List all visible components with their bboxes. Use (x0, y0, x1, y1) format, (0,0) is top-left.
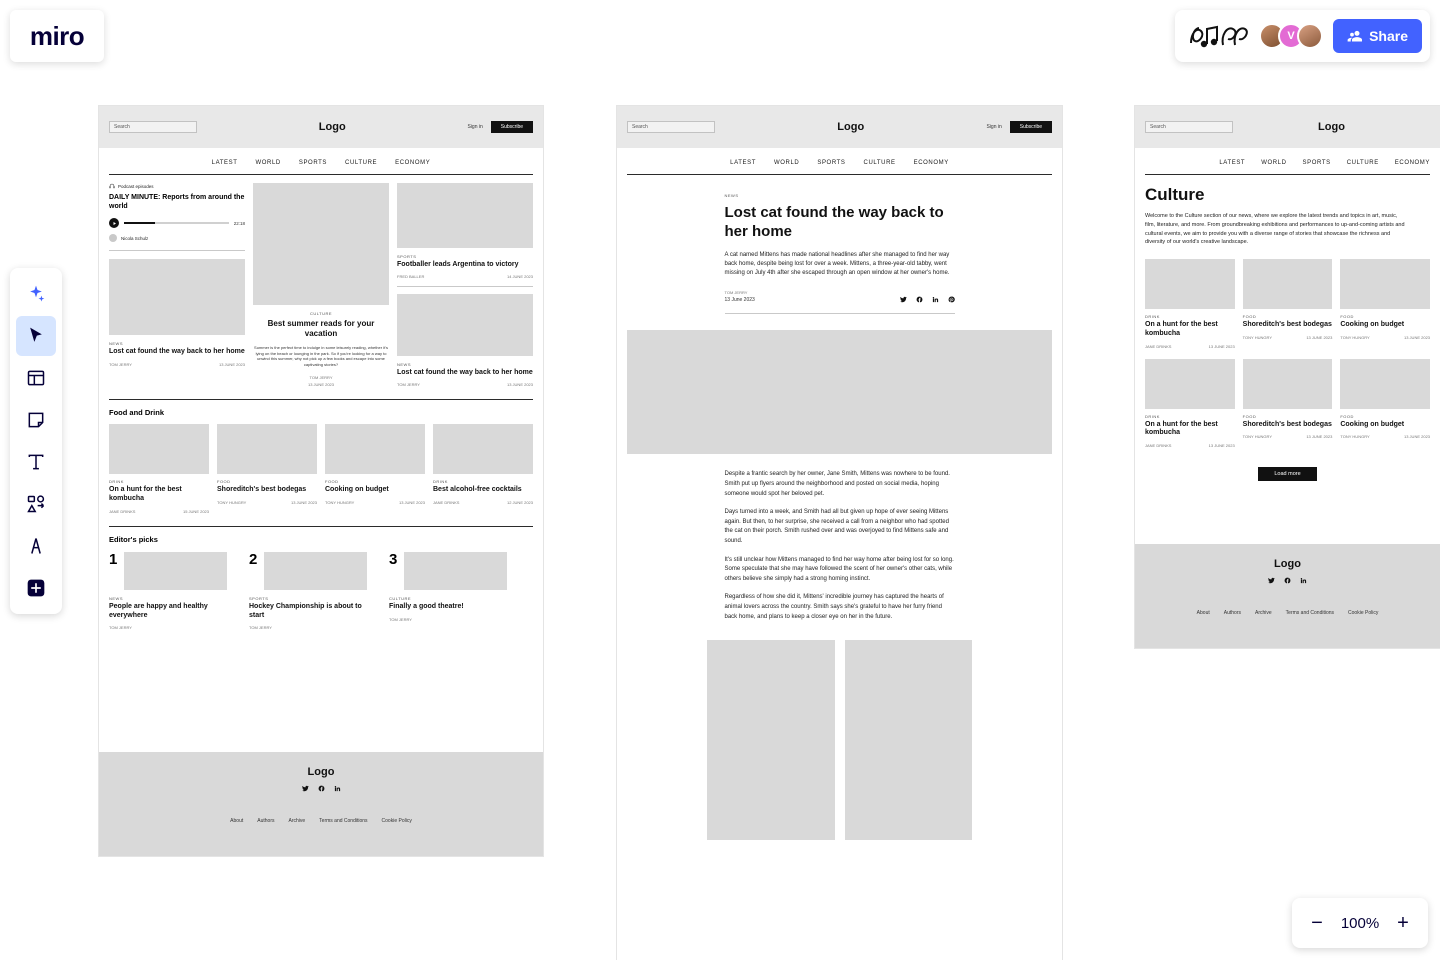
collaborator-avatars[interactable] (1259, 23, 1323, 49)
site-footer (99, 752, 543, 856)
story-author: FRED BALLER (397, 273, 425, 279)
text-icon (26, 452, 46, 472)
site-logo[interactable]: Logo (1318, 121, 1345, 133)
search-input[interactable] (109, 121, 197, 133)
list-item[interactable] (389, 552, 507, 631)
text-button[interactable] (16, 442, 56, 482)
card-title[interactable]: Shoreditch's best bodegas (217, 486, 307, 494)
footer-link[interactable]: Terms and Conditions (1285, 610, 1335, 616)
nav-item[interactable]: ECONOMY (395, 160, 431, 166)
pick-title[interactable]: Hockey Championship is about to start (249, 602, 362, 619)
zoom-level[interactable]: 100% (1340, 914, 1380, 932)
pick-author: TOM JERRY (109, 625, 132, 631)
footer-links[interactable] (1135, 610, 1440, 616)
pick-rank: 3 (389, 550, 398, 568)
pick-title[interactable]: Finally a good theatre! (389, 602, 464, 610)
card-author: JANE DRINKS (1145, 343, 1172, 349)
card-date: 13 JUNE 2023 (1208, 343, 1235, 349)
nav-item[interactable]: LATEST (730, 160, 756, 166)
story-image (397, 183, 533, 248)
podcast-player[interactable] (109, 218, 245, 228)
article-date: 13 June 2023 (724, 297, 755, 304)
site-footer (1135, 544, 1440, 648)
list-item[interactable] (433, 424, 533, 514)
nav-item[interactable]: LATEST (211, 160, 238, 166)
card-date: 13 JUNE 2023 (1306, 434, 1333, 440)
article-kicker: NEWS (724, 193, 739, 198)
card-author: TONY HUNGRY (1340, 434, 1370, 440)
list-item[interactable] (1243, 259, 1333, 349)
story-author: TOM JERRY (109, 361, 132, 367)
frame-culture[interactable] (1135, 106, 1440, 648)
card-image (217, 424, 317, 474)
pick-image (124, 552, 227, 590)
card-image (1243, 359, 1333, 409)
card-kicker: DRINK (433, 479, 448, 485)
article-share-row[interactable] (900, 296, 955, 303)
card-title[interactable]: Shoreditch's best bodegas (1242, 420, 1332, 428)
nav-item[interactable]: SPORTS (298, 160, 328, 166)
card-title[interactable]: On a hunt for the best kombucha (109, 486, 182, 503)
card-author: TONY HUNGRY (325, 500, 355, 506)
zoom-control[interactable] (1292, 898, 1428, 948)
list-item[interactable] (1340, 259, 1430, 349)
podcast-host (109, 234, 245, 242)
main-nav[interactable] (109, 160, 533, 166)
card-kicker: DRINK (1145, 413, 1160, 419)
pick-image (404, 552, 507, 590)
twitter-icon[interactable] (900, 296, 907, 303)
play-icon[interactable] (109, 218, 119, 228)
card-date: 15 JUNE 2023 (182, 508, 209, 514)
list-item[interactable] (249, 552, 367, 631)
frame-icon (26, 368, 46, 388)
select-tool-button[interactable] (16, 316, 56, 356)
article-standfirst: A cat named Mittens has made national headlines after she managed to find her way back home, despite being lost for over a week. Mittens, a three-year-old tabby, went missing on July 4th after she escaped through an open window at her owner's home. (724, 251, 950, 277)
card-image (1340, 259, 1430, 309)
story-kicker: SPORTS (397, 254, 417, 259)
card-date: 13 JUNE 2023 (1208, 443, 1235, 449)
story-title[interactable]: Lost cat found the way back to her home (397, 368, 533, 376)
sticky-note-icon (26, 410, 46, 430)
card-kicker: DRINK (1145, 314, 1160, 320)
avatar (109, 234, 117, 242)
nav-item[interactable]: WORLD (774, 160, 800, 166)
card-title[interactable]: Cooking on budget (1340, 420, 1405, 428)
card-title[interactable]: Cooking on budget (1340, 321, 1405, 329)
people-icon (1347, 29, 1362, 44)
story-image (397, 294, 533, 356)
footer-link[interactable]: Authors (257, 818, 275, 824)
story-title[interactable]: Lost cat found the way back to her home (109, 348, 245, 356)
avatar[interactable] (1297, 23, 1323, 49)
facebook-icon[interactable] (1284, 577, 1291, 584)
list-item[interactable] (1243, 359, 1333, 449)
hero-column-left (109, 183, 245, 387)
top-right-bar (1175, 10, 1430, 62)
nav-item[interactable]: ECONOMY (913, 160, 949, 166)
card-date: 13 JUNE 2023 (1404, 334, 1431, 340)
section-title-editors: Editor's picks (109, 534, 158, 544)
podcast-progress[interactable] (124, 222, 229, 224)
card-image (325, 424, 425, 474)
card-kicker: FOOD (1340, 413, 1354, 419)
card-author: TONY HUNGRY (217, 500, 247, 506)
card-title[interactable]: On a hunt for the best kombucha (1145, 321, 1218, 337)
card-date: 13 JUNE 2023 (290, 500, 317, 506)
footer-link[interactable]: Cookie Policy (1348, 610, 1379, 616)
footer-link[interactable]: Archive (288, 818, 306, 824)
article-paragraph: Regardless of how she did it, Mittens' incredible journey has captured the hearts of animal lovers across the country. Smith says she's grateful to have her furry friend back home, and plans to keep a closer eye on her in the future. (724, 594, 944, 620)
pick-image (264, 552, 367, 590)
more-apps-button[interactable] (16, 568, 56, 608)
footer-link[interactable]: Archive (1254, 610, 1272, 616)
nav-item[interactable]: WORLD (255, 160, 281, 166)
podcast-host-name: Nicola Schulz (121, 235, 149, 241)
linkedin-icon[interactable] (334, 785, 341, 792)
footer-links[interactable] (99, 818, 543, 824)
article-hero-image (627, 330, 1052, 454)
footer-link[interactable]: Terms and Conditions (319, 818, 368, 824)
footer-link[interactable]: About (1196, 610, 1210, 616)
card-author: JANE DRINKS (433, 500, 460, 506)
load-more-button[interactable]: Load more (1258, 467, 1316, 481)
nav-item[interactable]: CULTURE (1346, 160, 1379, 166)
search-input[interactable] (627, 121, 715, 133)
food-card-grid (109, 424, 533, 514)
article-body (725, 470, 955, 622)
zoom-in-button[interactable]: + (1386, 906, 1420, 940)
site-logo[interactable]: Logo (318, 121, 346, 133)
footer-logo[interactable]: Logo (307, 766, 335, 778)
plus-icon (26, 578, 46, 598)
story-kicker: NEWS (397, 361, 411, 367)
twitter-icon[interactable] (302, 785, 309, 792)
article-paragraph: It's still unclear how Mittens managed to find her way home after being lost for so long. Some speculate that she may have followed the scent of her owner's other cats, while others believe she simply had a strong homing instinct. (724, 556, 954, 582)
story-title[interactable]: Best summer reads for your vacation (267, 319, 375, 338)
article-image (707, 640, 835, 840)
frame-home[interactable] (99, 106, 543, 856)
story-author: TOM JERRY (397, 381, 420, 387)
article-title: Lost cat found the way back to her home (724, 204, 944, 240)
card-author: TONY HUNGRY (1340, 334, 1370, 340)
footer-link[interactable]: About (230, 818, 244, 824)
card-author: JANE DRINKS (1145, 443, 1172, 449)
card-author: JANE DRINKS (109, 508, 136, 514)
card-title[interactable]: Best alcohol-free cocktails (433, 486, 522, 494)
page-title: Culture (1145, 185, 1205, 204)
card-title[interactable]: On a hunt for the best kombucha (1145, 420, 1218, 437)
pen-button[interactable] (16, 526, 56, 566)
share-label: Share (1369, 28, 1408, 44)
card-kicker: FOOD (1242, 413, 1257, 419)
miro-logo[interactable]: miro (10, 10, 104, 62)
pick-kicker: SPORTS (249, 595, 269, 601)
card-author: TONY HUNGRY (1242, 434, 1273, 440)
card-image (109, 424, 209, 474)
cursor-icon (26, 326, 46, 346)
pick-rank: 1 (109, 550, 118, 568)
card-image (433, 424, 533, 474)
list-item[interactable] (1340, 359, 1430, 449)
story-kicker: CULTURE (309, 311, 333, 316)
article-image (845, 640, 973, 840)
card-author: TONY HUNGRY (1242, 334, 1273, 340)
story-date: 13 JUNE 2023 (307, 382, 334, 388)
card-kicker: FOOD (1340, 314, 1354, 320)
pick-kicker: NEWS (109, 595, 123, 601)
pick-kicker: CULTURE (389, 595, 412, 601)
footer-link[interactable]: Authors (1223, 610, 1241, 616)
card-date: 12 JUNE 2023 (506, 500, 533, 506)
story-kicker: NEWS (109, 341, 123, 347)
main-nav[interactable] (627, 160, 1052, 166)
card-date: 13 JUNE 2023 (1306, 334, 1333, 340)
linkedin-icon[interactable] (1300, 577, 1307, 584)
card-image (1145, 259, 1235, 309)
search-placeholder: Search (114, 124, 130, 130)
footer-socials[interactable] (99, 785, 543, 792)
section-intro: Welcome to the Culture section of our news, where we explore the latest trends and topics in art, music, film, literature, and more. From groundbreaking exhibitions and performances to up-and-coming artists and cultural events, we aim to provide you with a diverse range of stories that showcase the richness and diversity of our world's creative landscape. (1145, 213, 1405, 246)
story-summary: Summer is the perfect time to indulge in some leisurely reading, whether it's lying on the beach or lounging in the park. So if you're looking for a way to unwind this summer, why not pick up a few books and escape into some captivating stories? (254, 345, 388, 367)
twitter-icon[interactable] (1268, 577, 1275, 584)
subscribe-button[interactable]: Subscribe (1010, 121, 1052, 133)
card-date: 13 JUNE 2023 (1404, 434, 1431, 440)
shapes-icon (26, 494, 46, 514)
pick-rank: 2 (249, 550, 258, 568)
subscribe-button[interactable]: Subscribe (491, 121, 533, 133)
story-date: 13 JUNE 2023 (506, 381, 533, 387)
sparkle-icon (26, 284, 46, 304)
site-header (99, 106, 543, 148)
signin-link[interactable]: Sign in (467, 124, 483, 130)
card-kicker: FOOD (217, 479, 231, 485)
hero-column-center (253, 183, 389, 387)
story-author: TOM JERRY (309, 375, 333, 381)
share-button[interactable] (1333, 19, 1422, 53)
search-placeholder: Search (1150, 124, 1166, 130)
story-title[interactable]: Footballer leads Argentina to victory (397, 261, 519, 268)
story-image (109, 259, 245, 335)
list-item[interactable] (325, 424, 425, 514)
article-author: TOM JERRY (724, 290, 748, 296)
footer-socials[interactable] (1135, 577, 1440, 584)
story-image (253, 183, 389, 305)
card-image (1243, 259, 1333, 309)
nav-item[interactable]: CULTURE (345, 160, 378, 166)
pen-icon (26, 536, 46, 556)
reactions-scribble-icon[interactable] (1187, 23, 1249, 49)
nav-item[interactable]: LATEST (1219, 160, 1246, 166)
site-logo[interactable]: Logo (837, 121, 865, 133)
list-item[interactable] (109, 552, 227, 631)
card-kicker: FOOD (1242, 314, 1257, 320)
sticky-note-button[interactable] (16, 400, 56, 440)
search-placeholder: Search (632, 124, 648, 130)
story-date: 14 JUNE 2023 (506, 273, 533, 279)
nav-item[interactable]: SPORTS (1302, 160, 1331, 166)
podcast-title[interactable]: DAILY MINUTE: Reports from around the world (109, 194, 245, 211)
site-header (1135, 106, 1440, 148)
pinterest-icon[interactable] (948, 296, 955, 303)
linkedin-icon[interactable] (932, 296, 939, 303)
left-toolbar[interactable] (10, 268, 62, 614)
card-image (1340, 359, 1430, 409)
section-title-food: Food and Drink (109, 408, 164, 418)
nav-item[interactable]: CULTURE (863, 160, 896, 166)
list-item[interactable] (1145, 259, 1235, 349)
podcast-label: Podcast episodes (118, 183, 154, 189)
podcast-duration: 22:18 (233, 220, 245, 226)
nav-item[interactable]: ECONOMY (1394, 160, 1430, 166)
footer-logo[interactable]: Logo (1274, 558, 1301, 570)
pick-author: TOM JERRY (389, 616, 412, 622)
facebook-icon[interactable] (318, 785, 325, 792)
hero-column-right (397, 183, 533, 387)
card-kicker: DRINK (109, 479, 124, 485)
facebook-icon[interactable] (916, 296, 923, 303)
footer-link[interactable]: Cookie Policy (381, 818, 412, 824)
list-item[interactable] (1145, 359, 1235, 449)
card-kicker: FOOD (325, 479, 339, 485)
card-image (1145, 359, 1235, 409)
ai-tools-button[interactable] (16, 274, 56, 314)
list-item[interactable] (109, 424, 209, 514)
templates-button[interactable] (16, 358, 56, 398)
search-input[interactable] (1145, 121, 1233, 133)
editors-picks-grid (109, 552, 533, 631)
shapes-button[interactable] (16, 484, 56, 524)
nav-item[interactable]: WORLD (1261, 160, 1287, 166)
article-paragraph: Days turned into a week, and Smith had all but given up hope of ever seeing Mittens again. But then, to her surprise, she received a call from a neighbor who had spotted the cat on their porch. Smith rushed over and was overjoyed to find Mittens safe and sound. (724, 509, 949, 544)
site-header (617, 106, 1062, 148)
pick-title[interactable]: People are happy and healthy everywhere (109, 602, 208, 619)
pick-author: TOM JERRY (249, 625, 272, 631)
zoom-out-button[interactable]: − (1300, 906, 1334, 940)
card-date: 13 JUNE 2023 (398, 500, 425, 506)
headphones-icon (109, 183, 115, 189)
story-date: 13 JUNE 2023 (218, 361, 245, 367)
avatar[interactable]: V (1278, 23, 1304, 49)
podcast-label-row (109, 183, 245, 189)
card-title[interactable]: Cooking on budget (325, 486, 389, 494)
article-paragraph: Despite a frantic search by her owner, Jane Smith, Mittens was nowhere to be found. Smith put up flyers around the neighborhood and posted on social media, hoping someone would spot her beloved pet. (724, 471, 950, 497)
card-title[interactable]: Shoreditch's best bodegas (1242, 321, 1332, 329)
main-nav[interactable] (1145, 160, 1430, 166)
nav-item[interactable]: SPORTS (817, 160, 846, 166)
signin-link[interactable]: Sign in (986, 124, 1002, 130)
list-item[interactable] (217, 424, 317, 514)
frame-article[interactable] (617, 106, 1062, 960)
